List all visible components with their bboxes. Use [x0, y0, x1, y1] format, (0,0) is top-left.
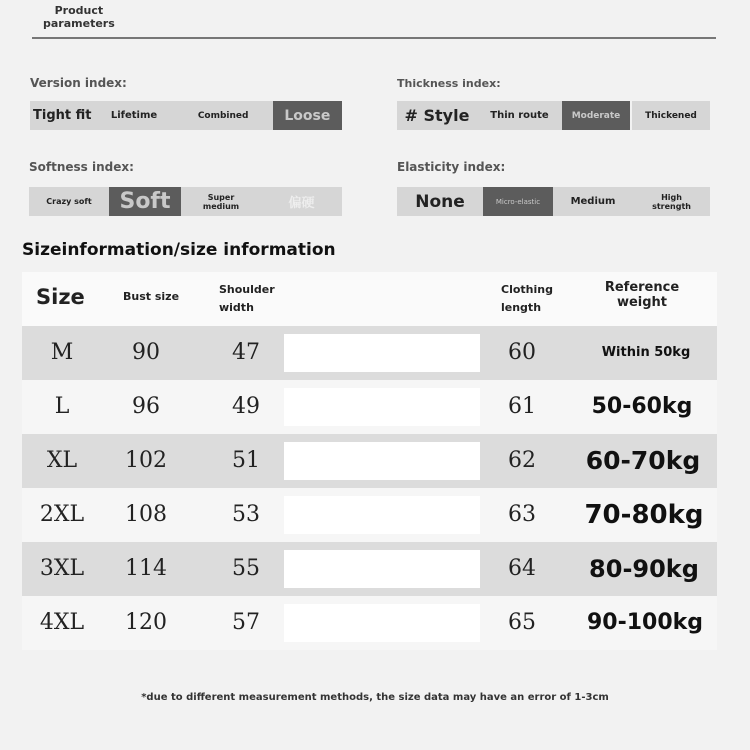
cell-size: 4XL: [39, 610, 85, 635]
header-divider: [32, 37, 716, 39]
version-index-bar: [30, 101, 342, 130]
softness-option-crazy-soft: Crazy soft: [46, 197, 92, 206]
version-option-lifetime: Lifetime: [110, 110, 158, 121]
product-title-line2: parameters: [43, 17, 115, 30]
thickness-option-thickened: Thickened: [630, 101, 710, 130]
thickness-index-label: Thickness index:: [397, 77, 501, 90]
cell-length: 63: [508, 502, 536, 527]
header-bust-size: Bust size: [123, 290, 180, 303]
cell-weight: 50-60kg: [591, 394, 693, 419]
cell-bust: 114: [125, 556, 167, 581]
version-index-label: Version index:: [30, 76, 127, 90]
cell-length: 64: [508, 556, 536, 581]
size-table-header: [22, 272, 717, 326]
cell-shoulder: 47: [232, 340, 260, 365]
cell-weight: 70-80kg: [584, 500, 704, 530]
cell-size: L: [54, 394, 70, 419]
blank-cell: [284, 604, 480, 642]
table-row: [22, 326, 717, 380]
elasticity-option-high-strength: High strength: [652, 192, 691, 211]
elasticity-option-micro-elastic-selected: Micro-elastic: [483, 187, 553, 216]
cell-shoulder: 57: [232, 610, 260, 635]
version-option-combined: Combined: [197, 110, 249, 121]
size-information-title: Sizeinformation/size information: [22, 240, 336, 260]
version-option-loose-selected: Loose: [273, 101, 342, 130]
table-row: [22, 542, 717, 596]
elasticity-index-label: Elasticity index:: [397, 160, 506, 174]
header-shoulder-width: Shoulder width: [219, 283, 275, 314]
version-option-tight-fit: Tight fit: [33, 108, 92, 123]
table-row: [22, 380, 717, 434]
table-row: [22, 434, 717, 488]
cell-size: M: [50, 340, 74, 365]
elasticity-option-none: None: [415, 191, 465, 212]
softness-option-soft-selected: Soft: [109, 187, 181, 216]
cell-shoulder: 51: [232, 448, 260, 473]
cell-weight: Within 50kg: [601, 345, 691, 360]
softness-option-hard: 偏硬: [288, 196, 315, 211]
elasticity-index-bar: [397, 187, 710, 216]
product-title-line1: Product: [54, 4, 104, 17]
cell-shoulder: 55: [232, 556, 260, 581]
table-row: [22, 488, 717, 542]
size-table: [22, 272, 717, 650]
cell-bust: 108: [125, 502, 167, 527]
thickness-option-thin-route: Thin route: [490, 110, 549, 121]
product-parameters-title: [43, 4, 115, 30]
cell-size: 2XL: [39, 502, 85, 527]
cell-length: 62: [508, 448, 536, 473]
cell-bust: 102: [125, 448, 167, 473]
thickness-option-style: # Style: [404, 106, 470, 125]
cell-length: 60: [508, 340, 536, 365]
blank-cell: [284, 496, 480, 534]
cell-bust: 96: [132, 394, 160, 419]
cell-shoulder: 49: [232, 394, 260, 419]
blank-cell: [284, 388, 480, 426]
table-row: [22, 596, 717, 650]
header-size: Size: [36, 285, 85, 309]
header-clothing-length: Clothing length: [501, 283, 553, 314]
softness-index-bar: [29, 187, 342, 216]
softness-option-super-medium: Super medium: [202, 192, 240, 211]
blank-cell: [284, 550, 480, 588]
cell-length: 61: [508, 394, 536, 419]
cell-size: 3XL: [39, 556, 85, 581]
measurement-footnote: *due to different measurement methods, the size data may have an error of 1-3cm: [141, 692, 609, 703]
blank-cell: [284, 442, 480, 480]
blank-cell: [284, 334, 480, 372]
elasticity-option-medium: Medium: [570, 196, 616, 207]
cell-length: 65: [508, 610, 536, 635]
cell-weight: 80-90kg: [589, 555, 699, 583]
cell-shoulder: 53: [232, 502, 260, 527]
cell-weight: 60-70kg: [585, 446, 701, 475]
softness-index-label: Softness index:: [29, 160, 134, 174]
thickness-index-bar: [397, 101, 710, 130]
header-reference-weight: Reference weight: [604, 280, 680, 310]
cell-bust: 90: [132, 340, 160, 365]
cell-weight: 90-100kg: [586, 610, 704, 635]
cell-bust: 120: [125, 610, 167, 635]
cell-size: XL: [46, 448, 78, 473]
thickness-option-moderate-selected: Moderate: [562, 101, 630, 130]
